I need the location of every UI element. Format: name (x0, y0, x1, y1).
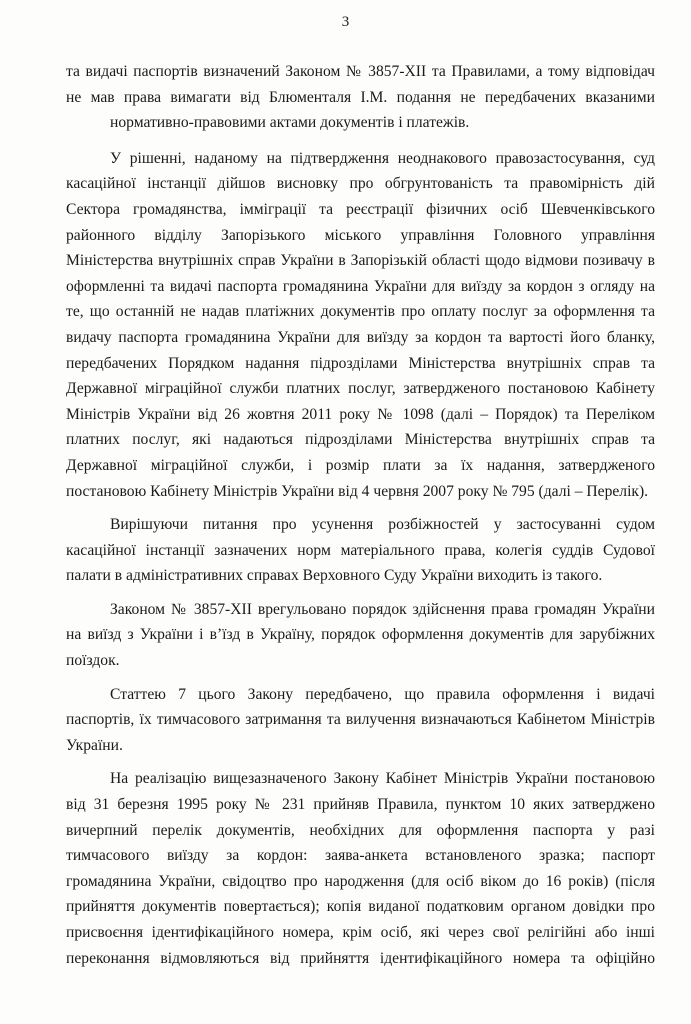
page-number: 3 (341, 14, 350, 30)
text-line: передбачених Порядком надання підрозділами Міністерства внутрішніх справ та (66, 354, 655, 372)
text-line: на виїзд з України і в’їзд в Україну, порядок оформлення документів для зарубіжних (66, 626, 655, 644)
text-line: Статтею 7 цього Закону передбачено, що правила оформлення і видачі (110, 685, 655, 703)
text-line: платних послуг, які надаються підрозділами Міністерства внутрішніх справ та (66, 431, 655, 449)
text-line: Законом № 3857-ХІІ врегульовано порядок здійснення права громадян України (110, 600, 655, 618)
text-line: поїздок. (66, 652, 120, 670)
text-line: тимчасового виїзду за кордон: заява-анкета встановленого зразка; паспорт (66, 847, 655, 865)
text-line: нормативно-правовими актами документів і платежів. (110, 114, 470, 132)
text-line: постановою Кабінету Міністрів України від 4 червня 2007 року № 795 (далі – Перелік). (66, 482, 649, 500)
text-line: палати в адміністративних справах Верховного Суду України виходить із такого. (66, 567, 603, 585)
text-line: касаційної інстанції дійшов висновку про обгрунтованість та правомірність дій (66, 175, 655, 193)
text-line: України. (66, 736, 123, 754)
text-line: паспортів, їх тимчасового затримання та вилучення визначаються Кабінетом Міністрів (66, 711, 655, 729)
text-line: оформленні та видачі паспорта громадянина України для виїзду за кордон з огляду на (66, 277, 655, 295)
paragraph-6 (66, 766, 655, 971)
text-line: Державної міграційної служби платних послуг, затвердженого постановою Кабінету (66, 380, 655, 398)
text-line: Міністерства внутрішніх справ України в Запорізькій області щодо відмови позивачу в (66, 252, 655, 270)
document-body (66, 59, 655, 971)
text-line: Сектора громадянства, імміграції та реєстрації фізичних осіб Шевченківського (66, 200, 655, 218)
text-line: У рішенні, наданому на підтвердження неоднакового правозастосування, суд (110, 149, 655, 167)
text-line: не мав права вимагати від Блюменталя І.М. подання не передбачених вказаними (66, 88, 655, 106)
paragraph-5 (66, 682, 655, 759)
text-line: переконання відмовляються від прийняття ідентифікаційного номера та офіційно (66, 949, 655, 967)
text-line: На реалізацію вищезазначеного Закону Кабінет Міністрів України постановою (110, 770, 655, 788)
paragraph-4 (66, 597, 655, 674)
text-line: Вирішуючи питання про усунення розбіжностей у застосуванні судом (110, 516, 655, 534)
paragraph-1 (66, 59, 655, 136)
text-line: громадянина України, свідоцтво про народження (для осіб віком до 16 років) (після (66, 872, 655, 890)
text-line: та видачі паспортів визначений Законом № 3857-ХІІ та Правилами, а тому відповідач (66, 63, 655, 80)
text-line: Державної міграційної служби, і розмір плати за їх надання, затвердженого (66, 456, 655, 474)
paragraph-3 (66, 512, 655, 589)
text-line: те, що останній не надав платіжних документів про оплату послуг за оформлення та (66, 303, 655, 321)
text-line: районного відділу Запорізького міського управління Головного управління (66, 226, 655, 244)
paragraph-2 (66, 146, 655, 504)
text-line: від 31 березня 1995 року № 231 прийняв Правила, пунктом 10 яких затверджено (66, 796, 655, 814)
text-line: вичерпний перелік документів, необхідних для оформлення паспорта у разі (66, 821, 655, 839)
text-line: присвоєння ідентифікаційного номера, крім осіб, які через свої релігійні або інші (66, 924, 655, 941)
text-line: Міністрів України від 26 жовтня 2011 року № 1098 (далі – Порядок) та Переліком (66, 405, 655, 423)
text-line: видачу паспорта громадянина України для виїзду за кордон та вартості його бланку, (66, 328, 655, 346)
text-line: касаційної інстанції зазначених норм матеріального права, колегія суддів Судової (66, 541, 655, 559)
text-line: прийняття документів повертається); копія виданої податковим органом довідки про (66, 898, 655, 916)
